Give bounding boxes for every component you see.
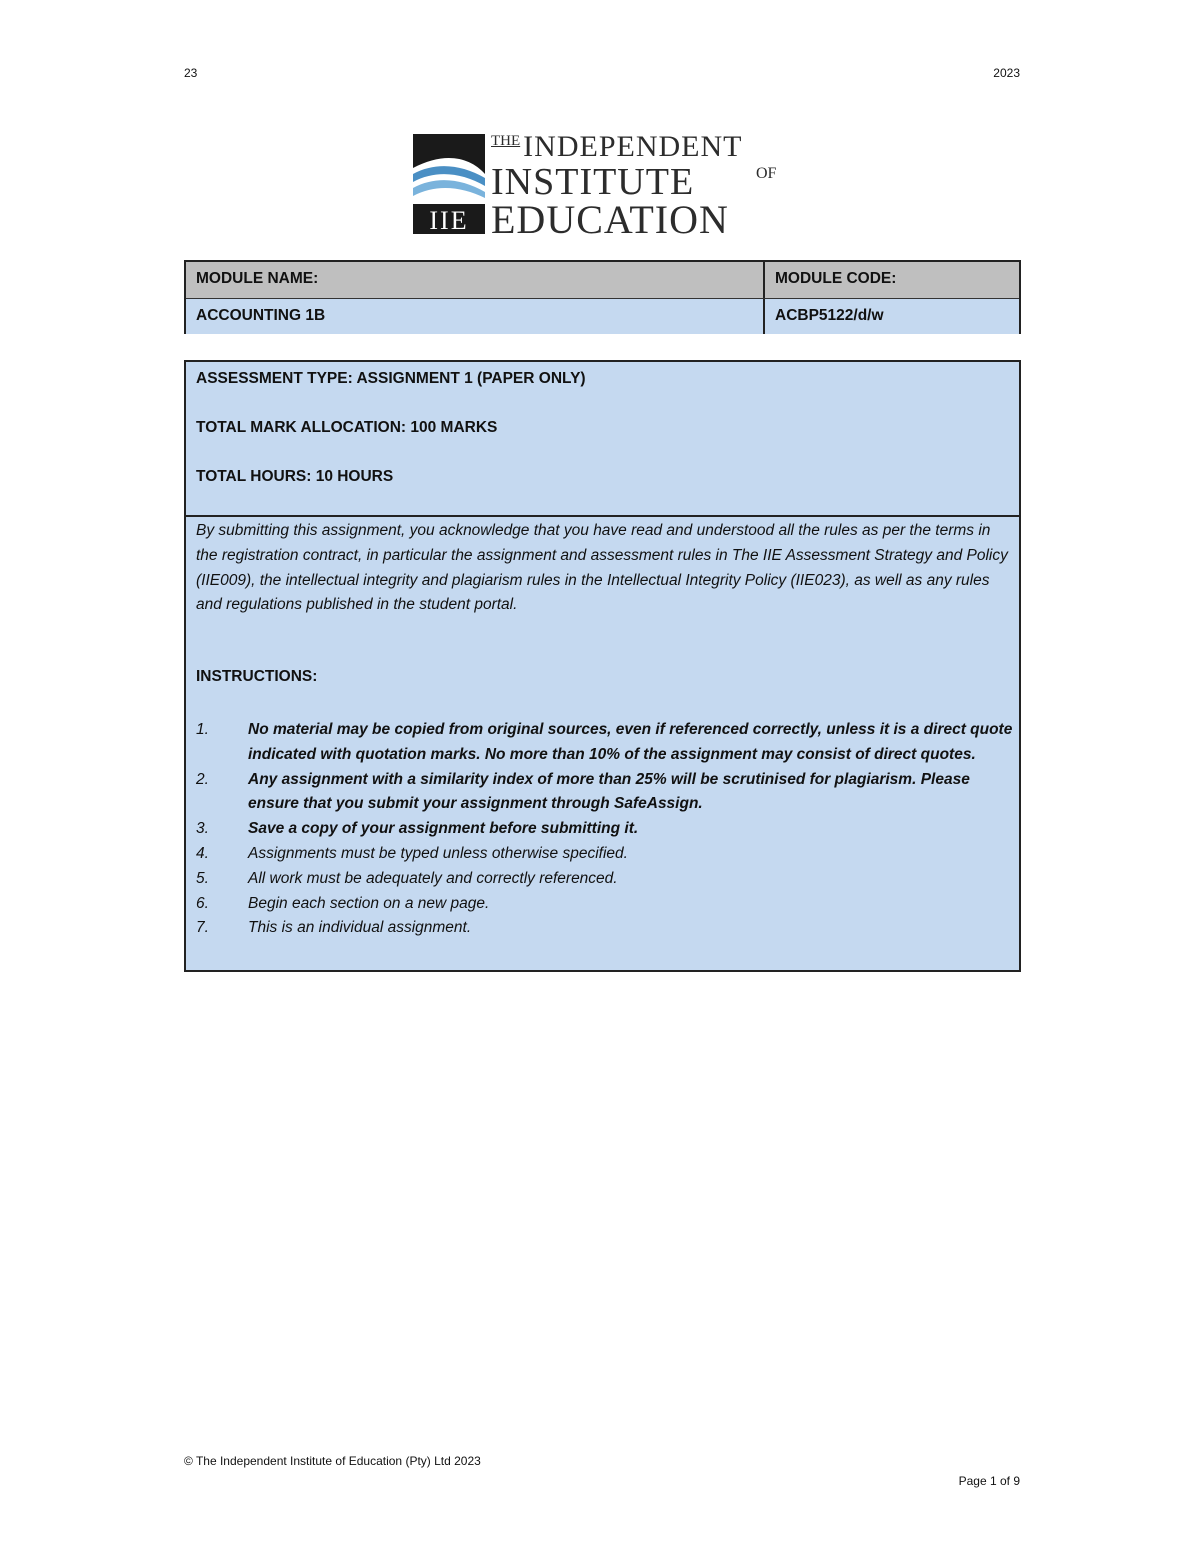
module-name-label: MODULE NAME:: [186, 262, 765, 298]
module-name-value: ACCOUNTING 1B: [186, 299, 765, 334]
header-year: 2023: [993, 66, 1020, 80]
header-left-number: 23: [184, 66, 198, 80]
total-hours: TOTAL HOURS: 10 HOURS: [196, 468, 394, 485]
logo-education: EDUCATION: [491, 197, 729, 242]
assessment-type: ASSESSMENT TYPE: ASSIGNMENT 1 (PAPER ONLY): [196, 370, 586, 387]
assessment-summary: [186, 362, 1019, 517]
iie-badge-text: IIE: [429, 206, 469, 234]
module-value-row: [186, 299, 1019, 334]
module-table: [184, 260, 1021, 334]
instructions-title: INSTRUCTIONS:: [196, 668, 318, 685]
list-item: 5. All work must be adequately and correctly referenced.: [196, 869, 618, 887]
logo-independent: INDEPENDENT: [523, 130, 743, 163]
list-item: 1. No material may be copied from original sources, even if referenced correctly, unless it is a direct quote indicated with quotation marks. No more than 10% of the assignment may consist of direct quotes.: [196, 721, 1013, 763]
iie-book-icon: [413, 134, 485, 234]
list-item: 6. Begin each section on a new page.: [196, 894, 490, 912]
list-item: 2. Any assignment with a similarity index of more than 25% will be scrutinised for plagiarism. Please ensure that you submit your assignment through SafeAssign.: [196, 770, 970, 813]
instructions-list: [196, 718, 1016, 941]
logo-of: OF: [756, 165, 777, 182]
footer-page-number: Page 1 of 9: [958, 1474, 1020, 1488]
total-marks: TOTAL MARK ALLOCATION: 100 MARKS: [196, 419, 498, 436]
module-code-value: ACBP5122/d/w: [775, 307, 884, 324]
iie-logo: [413, 130, 793, 242]
module-header-row: [186, 262, 1019, 299]
module-code-label: MODULE CODE:: [775, 270, 897, 287]
logo-the: THE: [491, 133, 521, 149]
list-item: 4. Assignments must be typed unless otherwise specified.: [196, 844, 628, 862]
logo-institute: INSTITUTE: [491, 161, 695, 203]
footer-copyright: © The Independent Institute of Education (Pty) Ltd 2023: [184, 1454, 481, 1468]
list-item: 3. Save a copy of your assignment before submitting it.: [196, 820, 639, 838]
list-item: 7. This is an individual assignment.: [196, 919, 472, 937]
assessment-box: [184, 360, 1021, 972]
acknowledgement-text: By submitting this assignment, you acknowledge that you have read and understood all the rules as per the terms in the registration contract, in particular the assignment and assessment rules in The IIE Assessment Strategy and Policy (IIE009), the intellectual integrity and plagiarism rules in the Intellectual Integrity Policy (IIE023), as well as any rules and regulations published in the student portal.: [196, 522, 1008, 614]
